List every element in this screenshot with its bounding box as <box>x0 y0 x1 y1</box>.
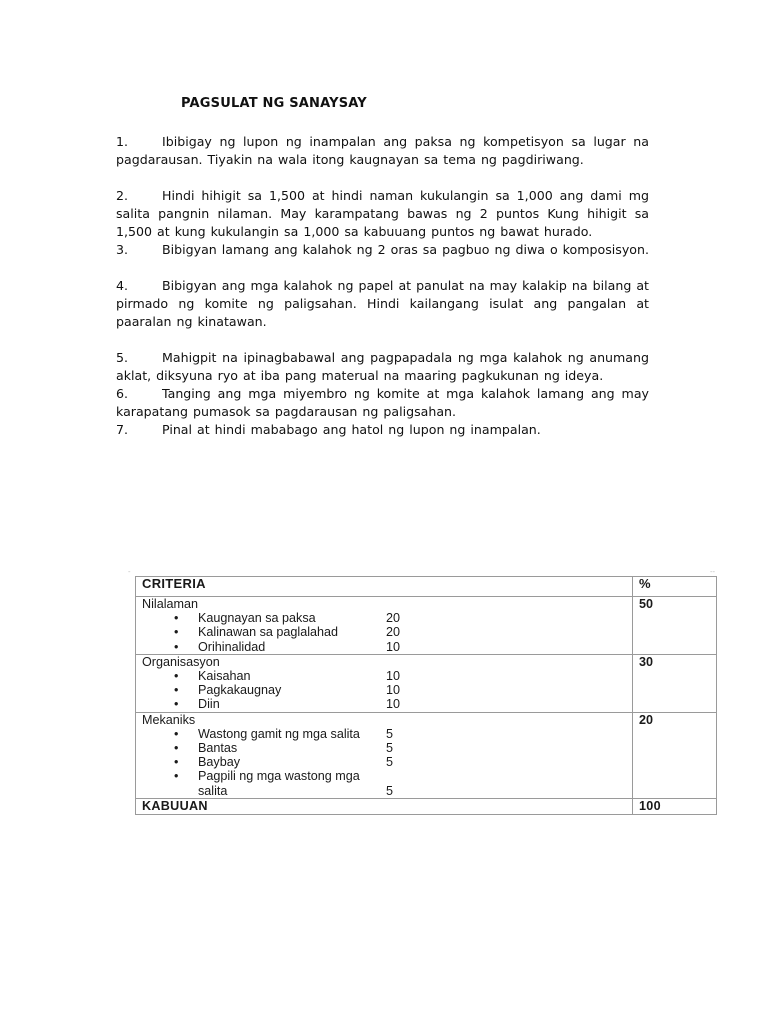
rule-item <box>116 133 649 169</box>
rule-text: Pinal at hindi mababago ang hatol ng lupon ng inampalan. <box>162 422 541 437</box>
category-name: Nilalaman <box>142 597 198 611</box>
rule-text: Bibigyan ang mga kalahok ng papel at panulat na may kalakip na bilang at pirmado ng komite ng paligsahan. Hindi kailangang isulat ang pangalan at paaralan ng kinatawan. <box>116 278 649 329</box>
rule-item <box>116 349 649 385</box>
item-name: Kaisahan <box>198 669 251 684</box>
rule-number: 3. <box>116 242 129 257</box>
rule-text: Hindi hihigit sa 1,500 at hindi naman kukulangin sa 1,000 ang dami mg salita pangnin nilaman. May karampatang bawas ng 2 puntos Kung hihigit sa 1,500 at kung kukulangin sa 1,000 sa kabuuang puntos ng bawat hurado. <box>116 188 649 239</box>
criteria-item <box>142 741 632 755</box>
rule-text: Bibigyan lamang ang kalahok ng 2 oras sa pagbuo ng diwa o komposisyon. <box>162 242 649 257</box>
category-percent: 50 <box>633 597 717 655</box>
criteria-item <box>142 625 632 639</box>
total-row <box>136 798 717 814</box>
category-cell <box>136 597 633 655</box>
item-score: 20 <box>386 611 401 626</box>
criteria-item <box>142 611 632 625</box>
item-name: Bantas <box>198 741 238 756</box>
rule-number: 2. <box>116 188 129 203</box>
criteria-items <box>142 727 632 798</box>
item-name: Orihinalidad <box>198 639 266 654</box>
rules-list <box>116 133 649 439</box>
item-score: 20 <box>386 625 401 640</box>
item-name: Wastong gamit ng mga salita <box>198 726 360 741</box>
rule-text: Tanging ang mga miyembro ng komite at mga kalahok lamang ang may karapatang pumasok sa pagdarausan ng paligsahan. <box>116 386 649 419</box>
category-row-organisasyon <box>136 654 717 712</box>
criteria-item <box>142 697 632 711</box>
item-name: Kaugnayan sa paksa <box>198 611 316 626</box>
item-name: Pagpili ng mga wastong mga salita <box>198 769 360 798</box>
category-row-nilalaman <box>136 597 717 655</box>
category-row-mekaniks <box>136 712 717 798</box>
rule-number: 1. <box>116 134 129 149</box>
rule-item <box>116 421 649 439</box>
category-cell <box>136 712 633 798</box>
item-score: 10 <box>386 669 401 684</box>
item-score: 10 <box>386 697 401 712</box>
rule-number: 7. <box>116 422 129 437</box>
criteria-item <box>142 727 632 741</box>
rule-number: 5. <box>116 350 129 365</box>
total-label: KABUUAN <box>136 798 633 814</box>
criteria-items <box>142 669 632 712</box>
rule-text: Ibibigay ng lupon ng inampalan ang paksa ng kompetisyon sa lugar na pagdarausan. Tiyakin na wala itong kaugnayan sa tema ng pagdiriwang. <box>116 134 649 167</box>
criteria-item <box>142 769 632 797</box>
rule-item <box>116 277 649 331</box>
rule-item <box>116 187 649 241</box>
percent-header: % <box>633 577 717 597</box>
scan-edge-mark: -- <box>710 568 716 576</box>
criteria-items <box>142 611 632 654</box>
item-name: Pagkakaugnay <box>198 683 282 698</box>
rule-item <box>116 385 649 421</box>
total-percent: 100 <box>633 798 717 814</box>
item-score: 10 <box>386 639 401 654</box>
item-score: 10 <box>386 683 401 698</box>
category-name: Organisasyon <box>142 654 220 669</box>
category-cell <box>136 654 633 712</box>
rule-number: 6. <box>116 386 129 401</box>
item-score: 5 <box>386 726 394 741</box>
criteria-header-row <box>136 577 717 597</box>
criteria-item <box>142 755 632 769</box>
item-name: Kalinawan sa paglalahad <box>198 625 339 640</box>
criteria-header: CRITERIA <box>136 577 633 597</box>
rule-text: Mahigpit na ipinagbabawal ang pagpapadala ng mga kalahok ng anumang aklat, diksyuna ryo at iba pang materual na maaring pagkukunan ng ideya. <box>116 350 649 383</box>
category-percent: 20 <box>633 712 717 798</box>
criteria-item <box>142 640 632 654</box>
scan-edge-mark: - <box>128 568 131 576</box>
rule-number: 4. <box>116 278 129 293</box>
category-percent: 30 <box>633 654 717 712</box>
document-title: PAGSULAT NG SANAYSAY <box>181 96 367 111</box>
category-name: Mekaniks <box>142 712 196 727</box>
item-name: Diin <box>198 697 220 712</box>
rule-item <box>116 241 649 259</box>
criteria-item <box>142 683 632 697</box>
item-score: 5 <box>386 755 394 770</box>
item-score: 5 <box>386 741 394 756</box>
criteria-table <box>135 576 717 815</box>
item-score: 5 <box>386 783 394 798</box>
item-name: Baybay <box>198 755 241 770</box>
criteria-item <box>142 669 632 683</box>
